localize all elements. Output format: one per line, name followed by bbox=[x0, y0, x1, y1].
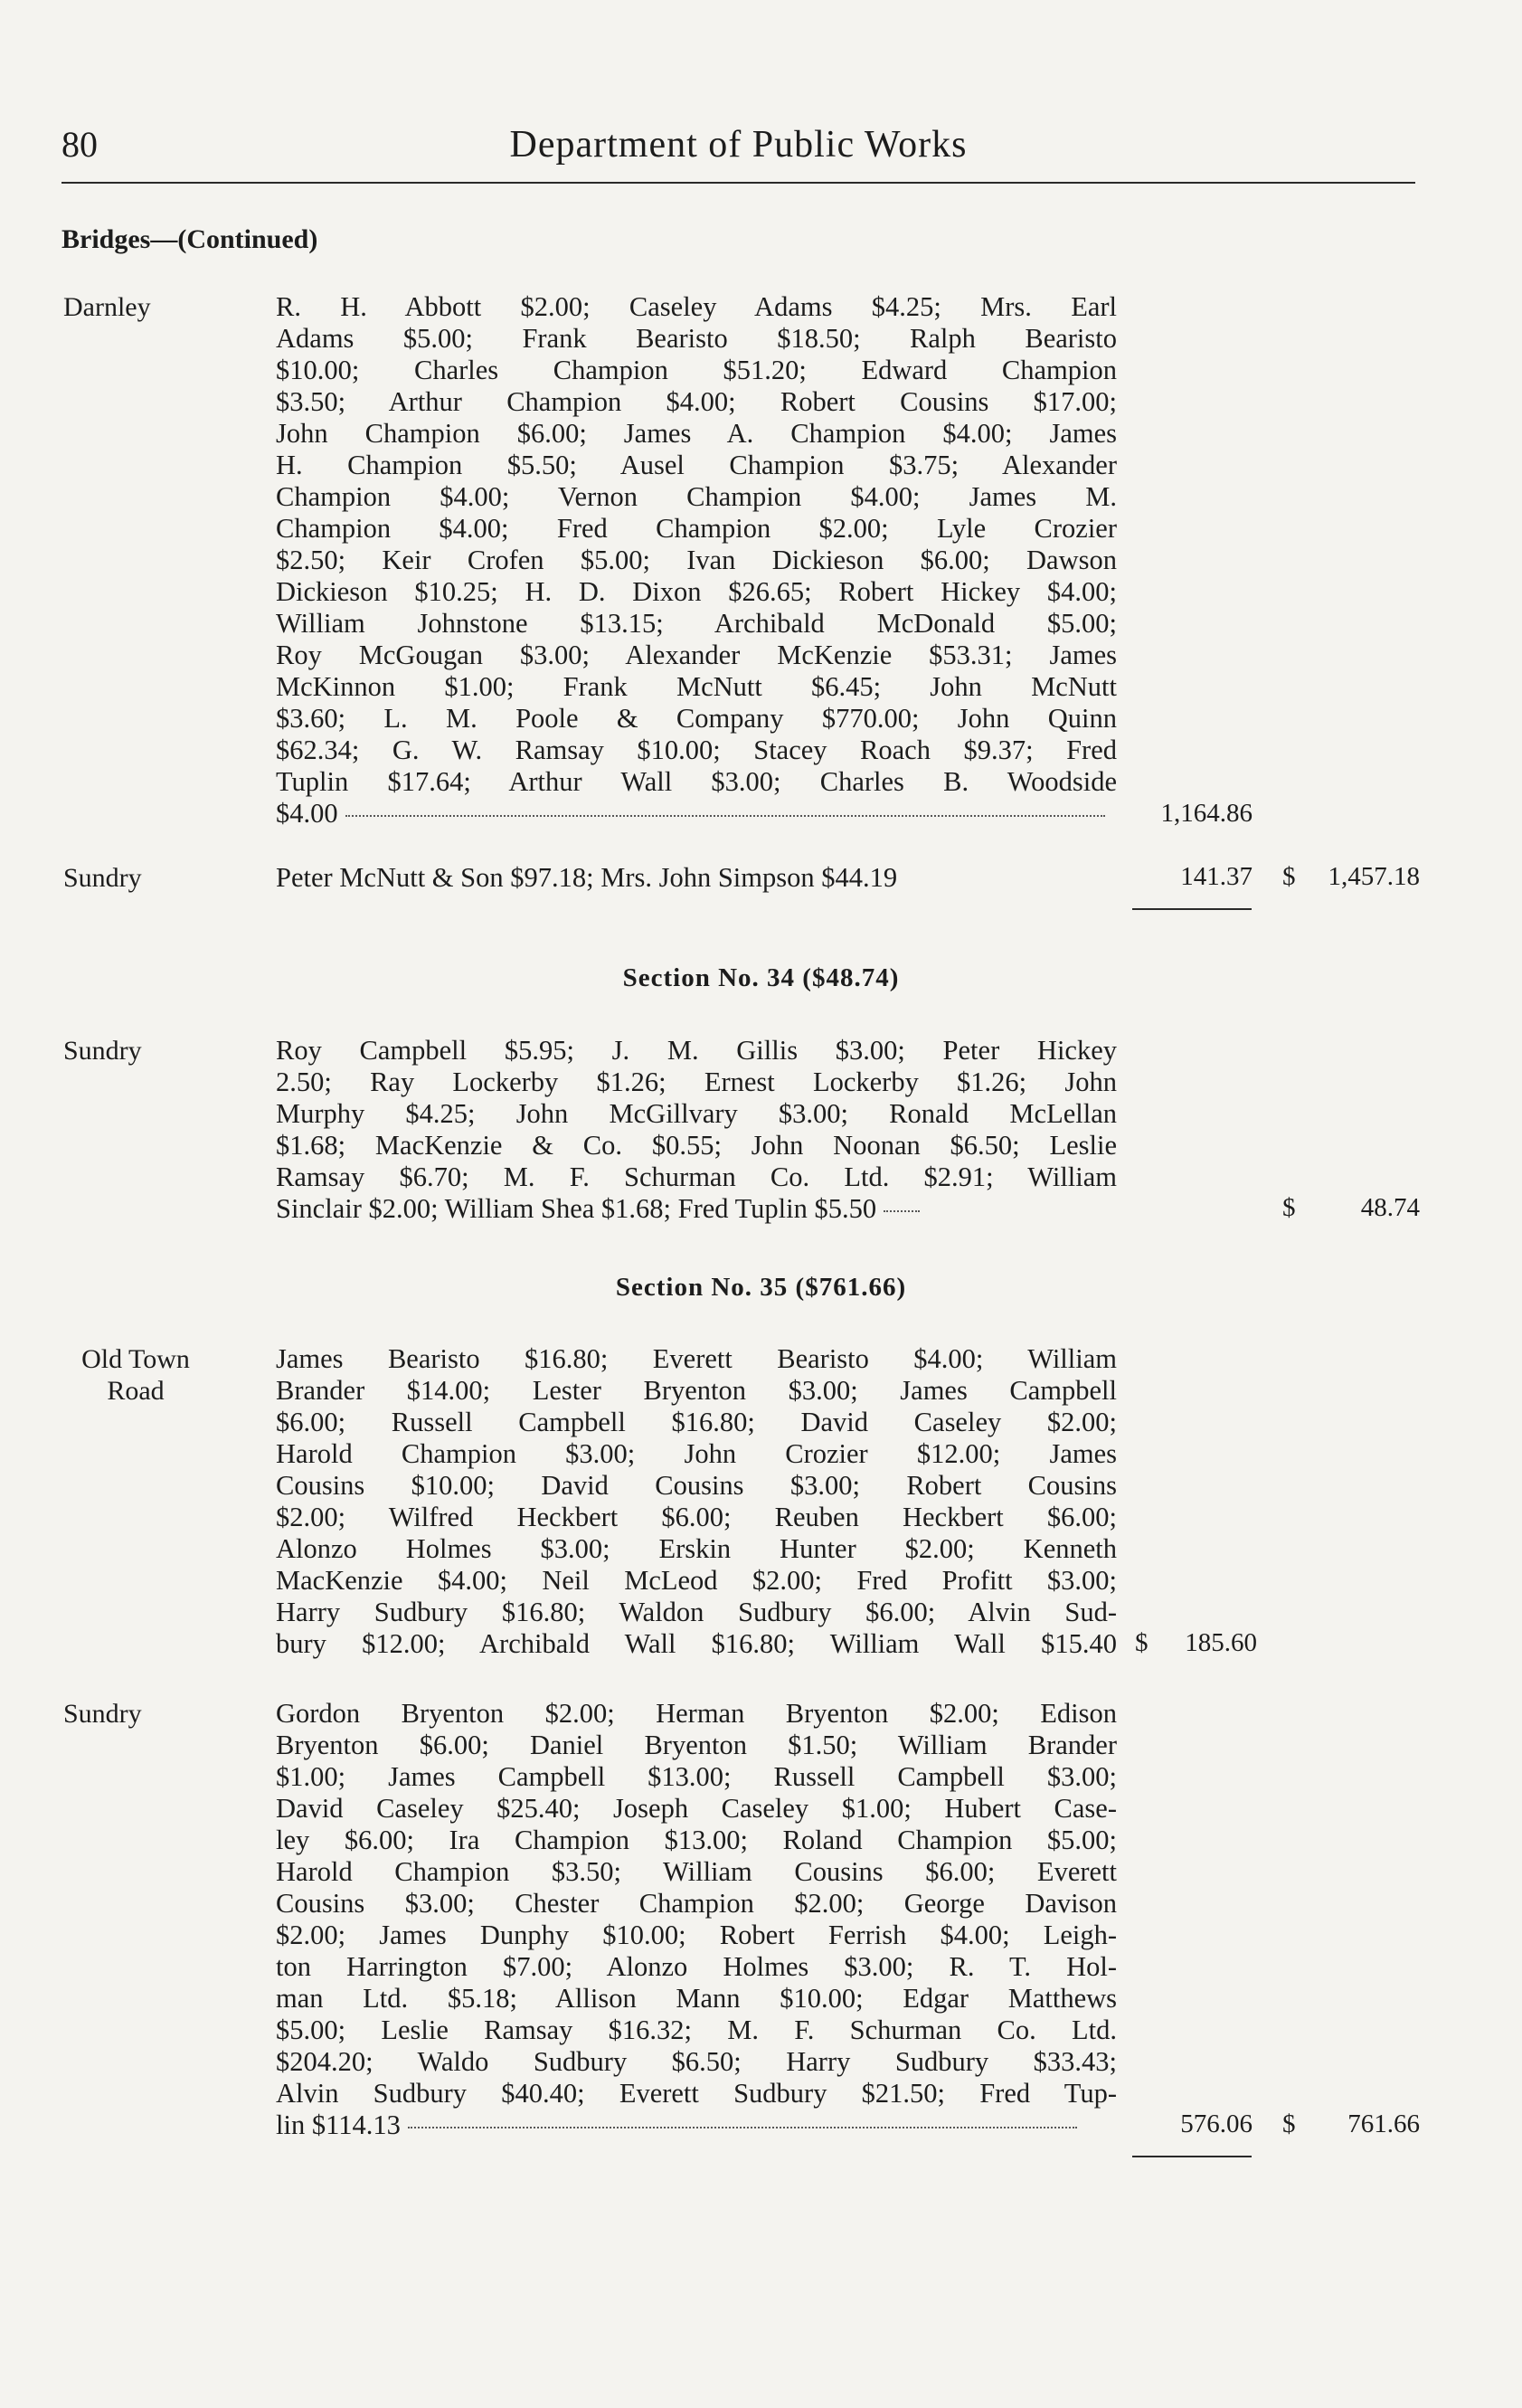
entry-line: Harold Champion $3.00; John Crozier $12.00; James bbox=[276, 1438, 1117, 1469]
entry-line: Roy McGougan $3.00; Alexander McKenzie $53.31; James bbox=[276, 640, 1117, 670]
place-old-town-road bbox=[59, 1343, 213, 1407]
entry-line: ton Harrington $7.00; Alonzo Holmes $3.00; R. T. Hol- bbox=[276, 1951, 1117, 1982]
place-sundry: Sundry bbox=[63, 1036, 142, 1066]
place-sundry: Sundry bbox=[63, 863, 142, 893]
entry-line: William Johnstone $13.15; Archibald McDonald $5.00; bbox=[276, 608, 1117, 639]
entry-line: Dickieson $10.25; H. D. Dixon $26.65; Robert Hickey $4.00; bbox=[276, 576, 1117, 607]
entry-line: Cousins $3.00; Chester Champion $2.00; George Davison bbox=[276, 1888, 1117, 1919]
entry-line: $10.00; Charles Champion $51.20; Edward Champion bbox=[276, 355, 1117, 385]
entry-line: $2.00; Wilfred Heckbert $6.00; Reuben Heckbert $6.00; bbox=[276, 1502, 1117, 1532]
section-35-heading: Section No. 35 ($761.66) bbox=[615, 1273, 907, 1302]
entry-line: bury $12.00; Archibald Wall $16.80; William Wall $15.40 bbox=[276, 1628, 1117, 1659]
entry-line: ley $6.00; Ira Champion $13.00; Roland Champion $5.00; bbox=[276, 1825, 1117, 1855]
entry-line: $62.34; G. W. Ramsay $10.00; Stacey Roach $9.37; Fred bbox=[276, 735, 1117, 765]
entry-line: Harry Sudbury $16.80; Waldon Sudbury $6.00; Alvin Sud- bbox=[276, 1597, 1117, 1627]
sum-rule bbox=[1132, 2156, 1252, 2157]
amount-section-35-sundry: 576.06 bbox=[1180, 2109, 1253, 2138]
entry-line-text: $4.00 bbox=[276, 798, 338, 829]
place-line: Road bbox=[107, 1376, 165, 1406]
entry-line: $6.00; Russell Campbell $16.80; David Caseley $2.00; bbox=[276, 1407, 1117, 1437]
entry-line: Alvin Sudbury $40.40; Everett Sudbury $21.50; Fred Tup- bbox=[276, 2078, 1117, 2109]
entry-line: Gordon Bryenton $2.00; Herman Bryenton $2.00; Edison bbox=[276, 1698, 1117, 1729]
entry-line: $5.00; Leslie Ramsay $16.32; M. F. Schurman Co. Ltd. bbox=[276, 2015, 1117, 2045]
sum-rule bbox=[1132, 908, 1252, 910]
entry-line: R. H. Abbott $2.00; Caseley Adams $4.25; Mrs. Earl bbox=[276, 291, 1117, 322]
entry-line bbox=[276, 2109, 1117, 2141]
total-bridges: 1,457.18 bbox=[1328, 862, 1420, 891]
entry-line-text: Sinclair $2.00; William Shea $1.68; Fred Tuplin $5.50 bbox=[276, 1193, 877, 1224]
continued-heading: Bridges—(Continued) bbox=[61, 224, 318, 254]
entry-line: $3.60; L. M. Poole & Company $770.00; John Quinn bbox=[276, 703, 1117, 734]
entry-line: Murphy $4.25; John McGillvary $3.00; Ronald McLellan bbox=[276, 1098, 1117, 1129]
entry-line: Champion $4.00; Vernon Champion $4.00; James M. bbox=[276, 481, 1117, 512]
entry-line: $3.50; Arthur Champion $4.00; Robert Cousins $17.00; bbox=[276, 386, 1117, 417]
entry-line: Harold Champion $3.50; William Cousins $6.00; Everett bbox=[276, 1856, 1117, 1887]
place-line: Old Town bbox=[81, 1344, 190, 1374]
dollar-sign: $ bbox=[1135, 1628, 1149, 1657]
entry-line: Ramsay $6.70; M. F. Schurman Co. Ltd. $2.91; William bbox=[276, 1161, 1117, 1192]
entry-line: John Champion $6.00; James A. Champion $4.00; James bbox=[276, 418, 1117, 449]
amount-darnley: 1,164.86 bbox=[1160, 799, 1253, 828]
entry-section-34 bbox=[276, 1035, 1117, 1225]
entry-line bbox=[276, 798, 1117, 830]
entry-line: Brander $14.00; Lester Bryenton $3.00; James Campbell bbox=[276, 1375, 1117, 1406]
entry-line: David Caseley $25.40; Joseph Caseley $1.00; Hubert Case- bbox=[276, 1793, 1117, 1824]
header-rule bbox=[61, 182, 1415, 184]
entry-line: Peter McNutt & Son $97.18; Mrs. John Simpson $44.19 bbox=[276, 862, 898, 893]
section-34-heading: Section No. 34 ($48.74) bbox=[622, 963, 900, 992]
dollar-sign: $ bbox=[1282, 2109, 1296, 2138]
dot-leader bbox=[345, 815, 1105, 817]
entry-line: man Ltd. $5.18; Allison Mann $10.00; Edgar Matthews bbox=[276, 1983, 1117, 2014]
entry-line: Tuplin $17.64; Arthur Wall $3.00; Charles B. Woodside bbox=[276, 766, 1117, 797]
entry-line: Roy Campbell $5.95; J. M. Gillis $3.00; Peter Hickey bbox=[276, 1035, 1117, 1066]
entry-line bbox=[276, 1193, 1117, 1225]
entry-line: Champion $4.00; Fred Champion $2.00; Lyle Crozier bbox=[276, 513, 1117, 544]
amount-sundry: 141.37 bbox=[1180, 862, 1253, 891]
entry-old-town-road bbox=[276, 1343, 1117, 1660]
entry-line: $204.20; Waldo Sudbury $6.50; Harry Sudbury $33.43; bbox=[276, 2046, 1117, 2077]
total-section-34: 48.74 bbox=[1360, 1193, 1420, 1222]
entry-line: MacKenzie $4.00; Neil McLeod $2.00; Fred Profitt $3.00; bbox=[276, 1565, 1117, 1596]
entry-line: $2.50; Keir Crofen $5.00; Ivan Dickieson $6.00; Dawson bbox=[276, 545, 1117, 575]
entry-line: McKinnon $1.00; Frank McNutt $6.45; John McNutt bbox=[276, 671, 1117, 702]
entry-section-35-sundry bbox=[276, 1698, 1117, 2141]
entry-line: Bryenton $6.00; Daniel Bryenton $1.50; William Brander bbox=[276, 1730, 1117, 1760]
entry-darnley bbox=[276, 291, 1117, 830]
place-darnley: Darnley bbox=[63, 292, 151, 322]
entry-line: 2.50; Ray Lockerby $1.26; Ernest Lockerby $1.26; John bbox=[276, 1067, 1117, 1097]
entry-line: $1.68; MacKenzie & Co. $0.55; John Noonan $6.50; Leslie bbox=[276, 1130, 1117, 1161]
entry-line: Adams $5.00; Frank Bearisto $18.50; Ralph Bearisto bbox=[276, 323, 1117, 354]
entry-line: James Bearisto $16.80; Everett Bearisto $4.00; William bbox=[276, 1343, 1117, 1374]
place-sundry: Sundry bbox=[63, 1699, 142, 1729]
entry-line: $1.00; James Campbell $13.00; Russell Campbell $3.00; bbox=[276, 1761, 1117, 1792]
entry-sundry bbox=[276, 862, 1117, 894]
entry-line-text: lin $114.13 bbox=[276, 2109, 401, 2140]
entry-line: Alonzo Holmes $3.00; Erskin Hunter $2.00; Kenneth bbox=[276, 1533, 1117, 1564]
page-number: 80 bbox=[61, 124, 98, 165]
entry-line: H. Champion $5.50; Ausel Champion $3.75; Alexander bbox=[276, 450, 1117, 480]
amount-old-town-road: 185.60 bbox=[1185, 1628, 1257, 1657]
entry-line: Cousins $10.00; David Cousins $3.00; Robert Cousins bbox=[276, 1470, 1117, 1501]
dot-leader bbox=[408, 2127, 1077, 2128]
entry-line: $2.00; James Dunphy $10.00; Robert Ferrish $4.00; Leigh- bbox=[276, 1920, 1117, 1950]
total-section-35: 761.66 bbox=[1347, 2109, 1420, 2138]
dollar-sign: $ bbox=[1282, 1193, 1296, 1222]
page-header bbox=[61, 123, 1415, 170]
dollar-sign: $ bbox=[1282, 862, 1296, 891]
dot-leader bbox=[884, 1210, 920, 1212]
running-head: Department of Public Works bbox=[509, 124, 968, 166]
